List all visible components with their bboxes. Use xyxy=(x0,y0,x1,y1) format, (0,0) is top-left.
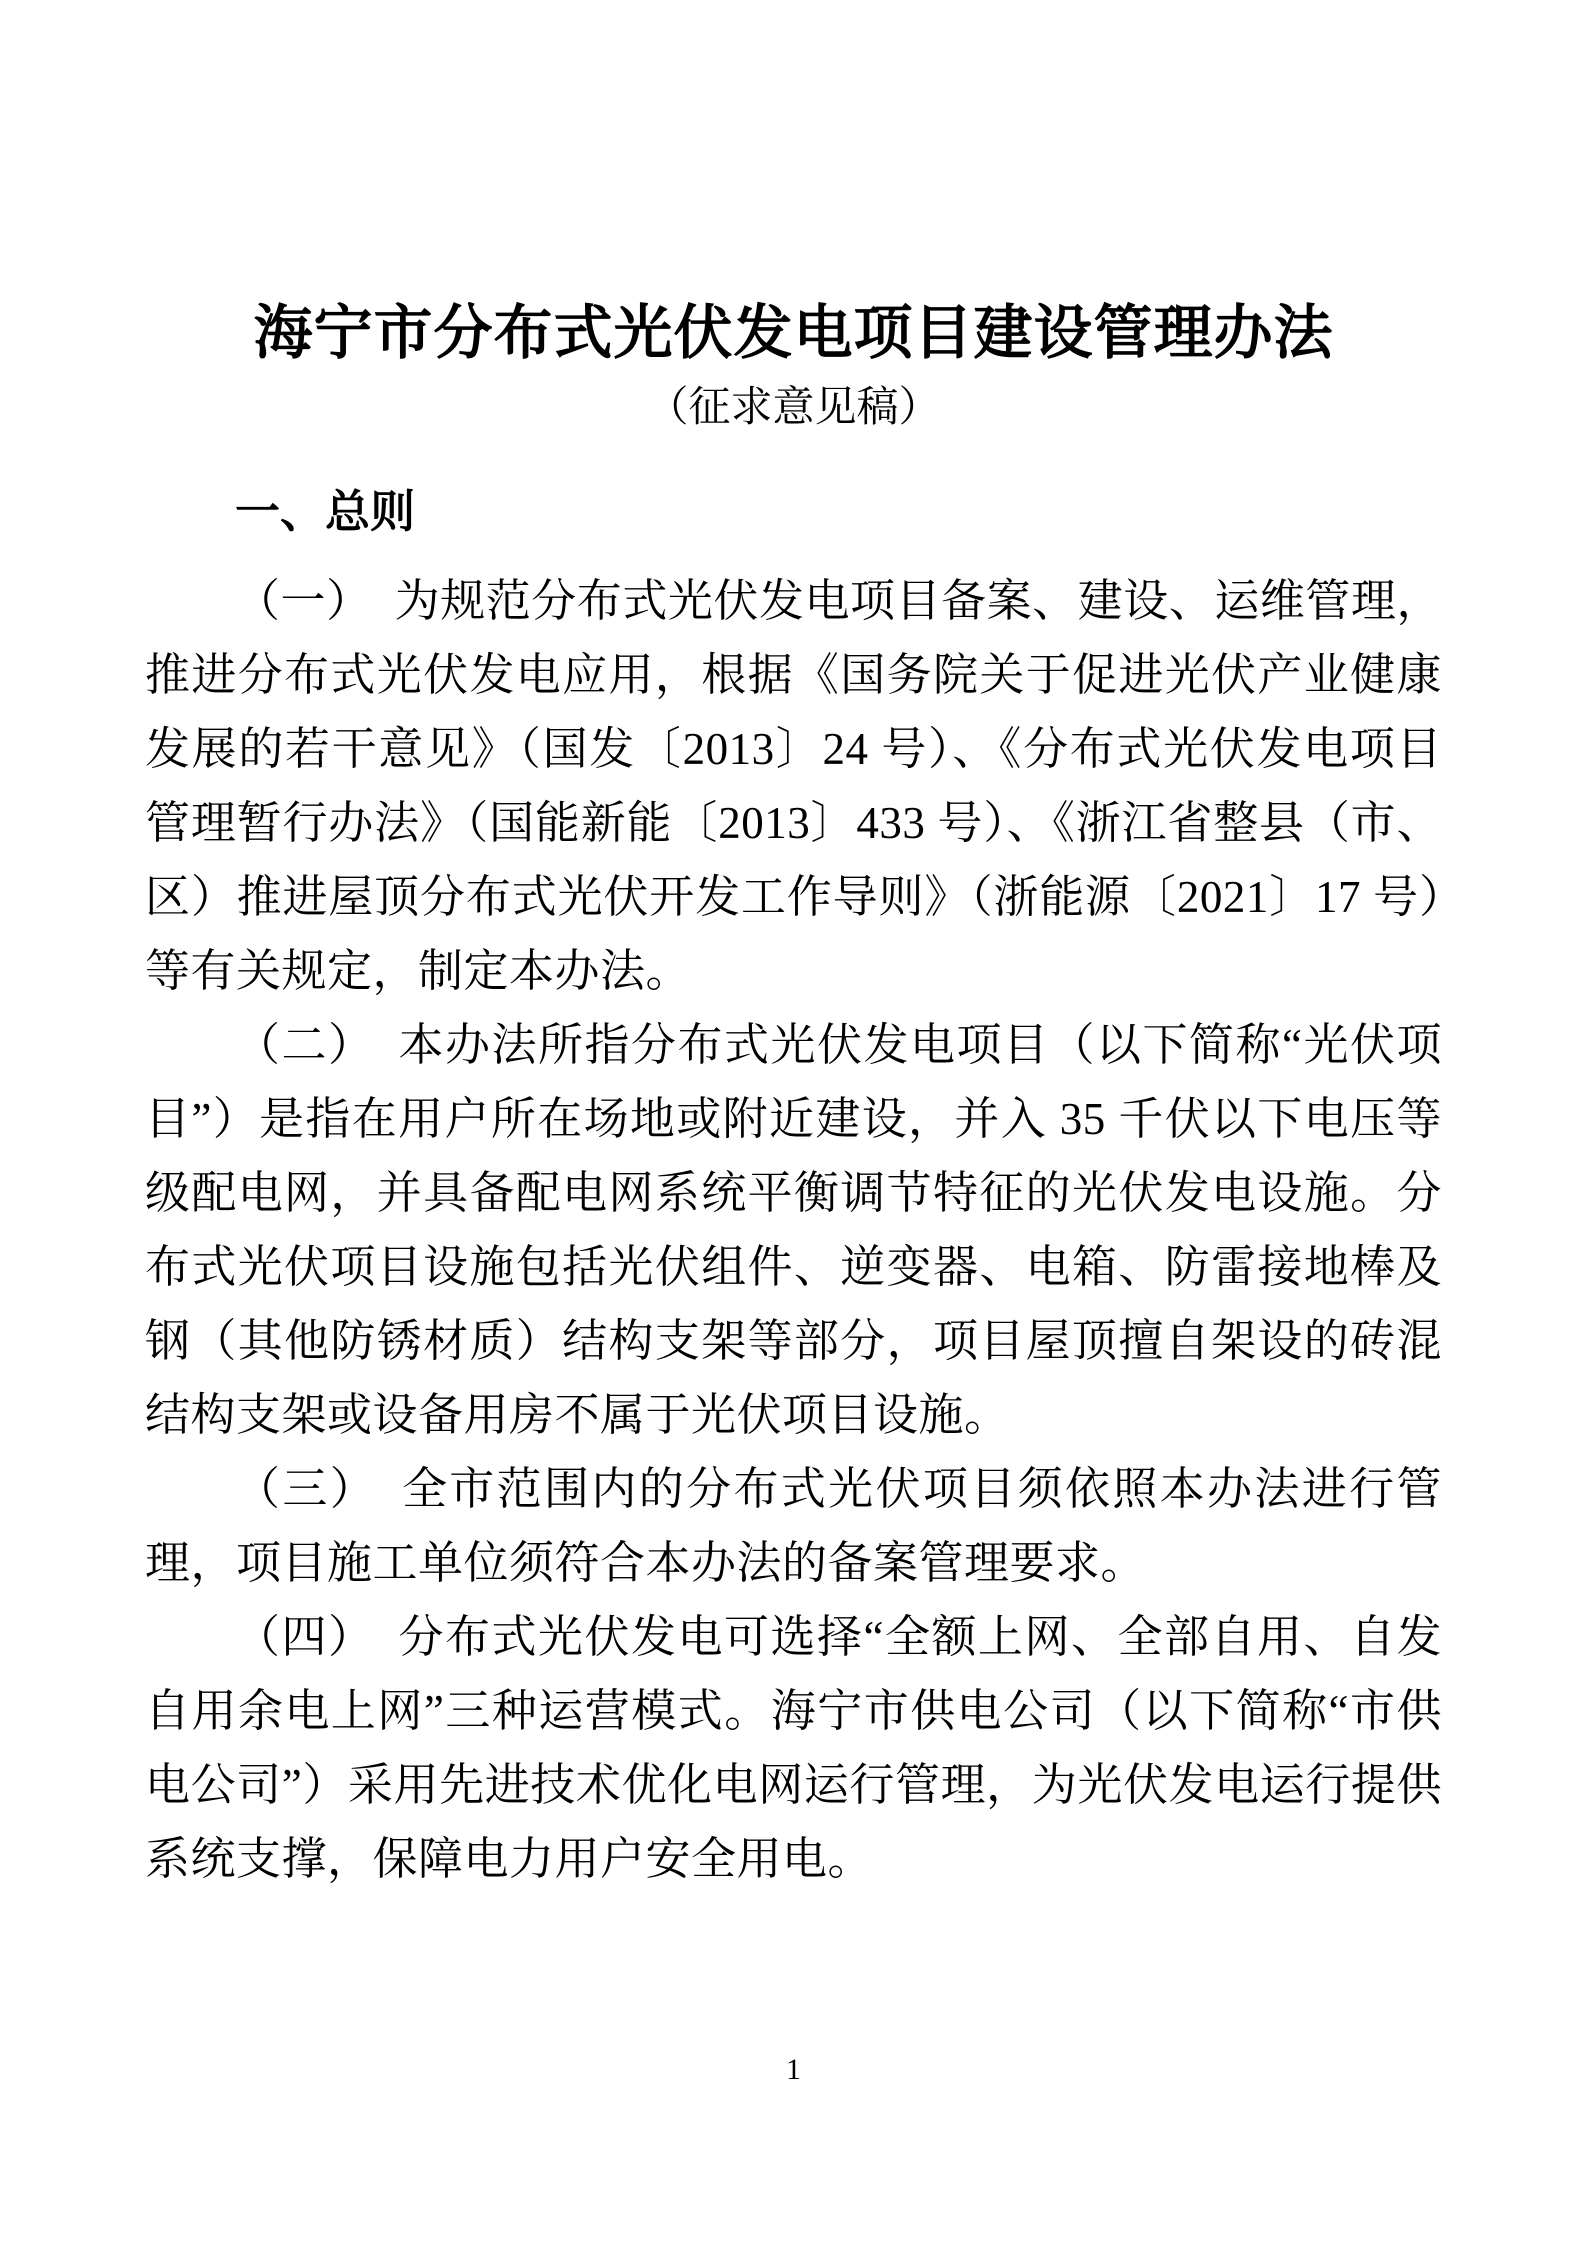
section-heading: 一、总则 xyxy=(235,486,416,537)
document-subtitle: （征求意见稿） xyxy=(646,385,941,431)
paragraph-4: （四） 分布式光伏发电可选择“全额上网、全部自用、自发自用余电上网”三种运营模式。海宁市供电公司（以下简称“市供电公司”）采用先进技术优化电网运行管理，为光伏发电运行提供系统支撑，保障电力用户安全用电。 xyxy=(145,1612,1442,1884)
document-body xyxy=(145,564,1442,1896)
paragraph-2: （二） 本办法所指分布式光伏发电项目（以下简称“光伏项目”）是指在用户所在场地或附近建设，并入 35 千伏以下电压等级配电网，并具备配电网系统平衡调节特征的光伏发电设施。分布式光伏项目设施包括光伏组件、逆变器、电箱、防雷接地棒及钢（其他防锈材质）结构支架等部分，项目屋顶擅自架设的砖混结构支架或设备用房不属于光伏项目设施。 xyxy=(145,1020,1442,1440)
document-title: 海宁市分布式光伏发电项目建设管理办法 xyxy=(253,300,1334,366)
paragraph-1: （一） 为规范分布式光伏发电项目备案、建设、运维管理，推进分布式光伏发电应用，根据《国务院关于促进光伏产业健康发展的若干意见》（国发〔2013〕24 号）、《分布式光伏发电项目管理暂行办法》（国能新能〔2013〕433 号）、《浙江省整县（市、区）推进屋顶分布式光伏开发工作导则》（浙能源〔2021〕17 号）等有关规定，制定本办法。 xyxy=(145,576,1442,996)
page-number: 1 xyxy=(786,2053,801,2086)
paragraph-3: （三） 全市范围内的分布式光伏项目须依照本办法进行管理，项目施工单位须符合本办法的备案管理要求。 xyxy=(145,1464,1442,1588)
